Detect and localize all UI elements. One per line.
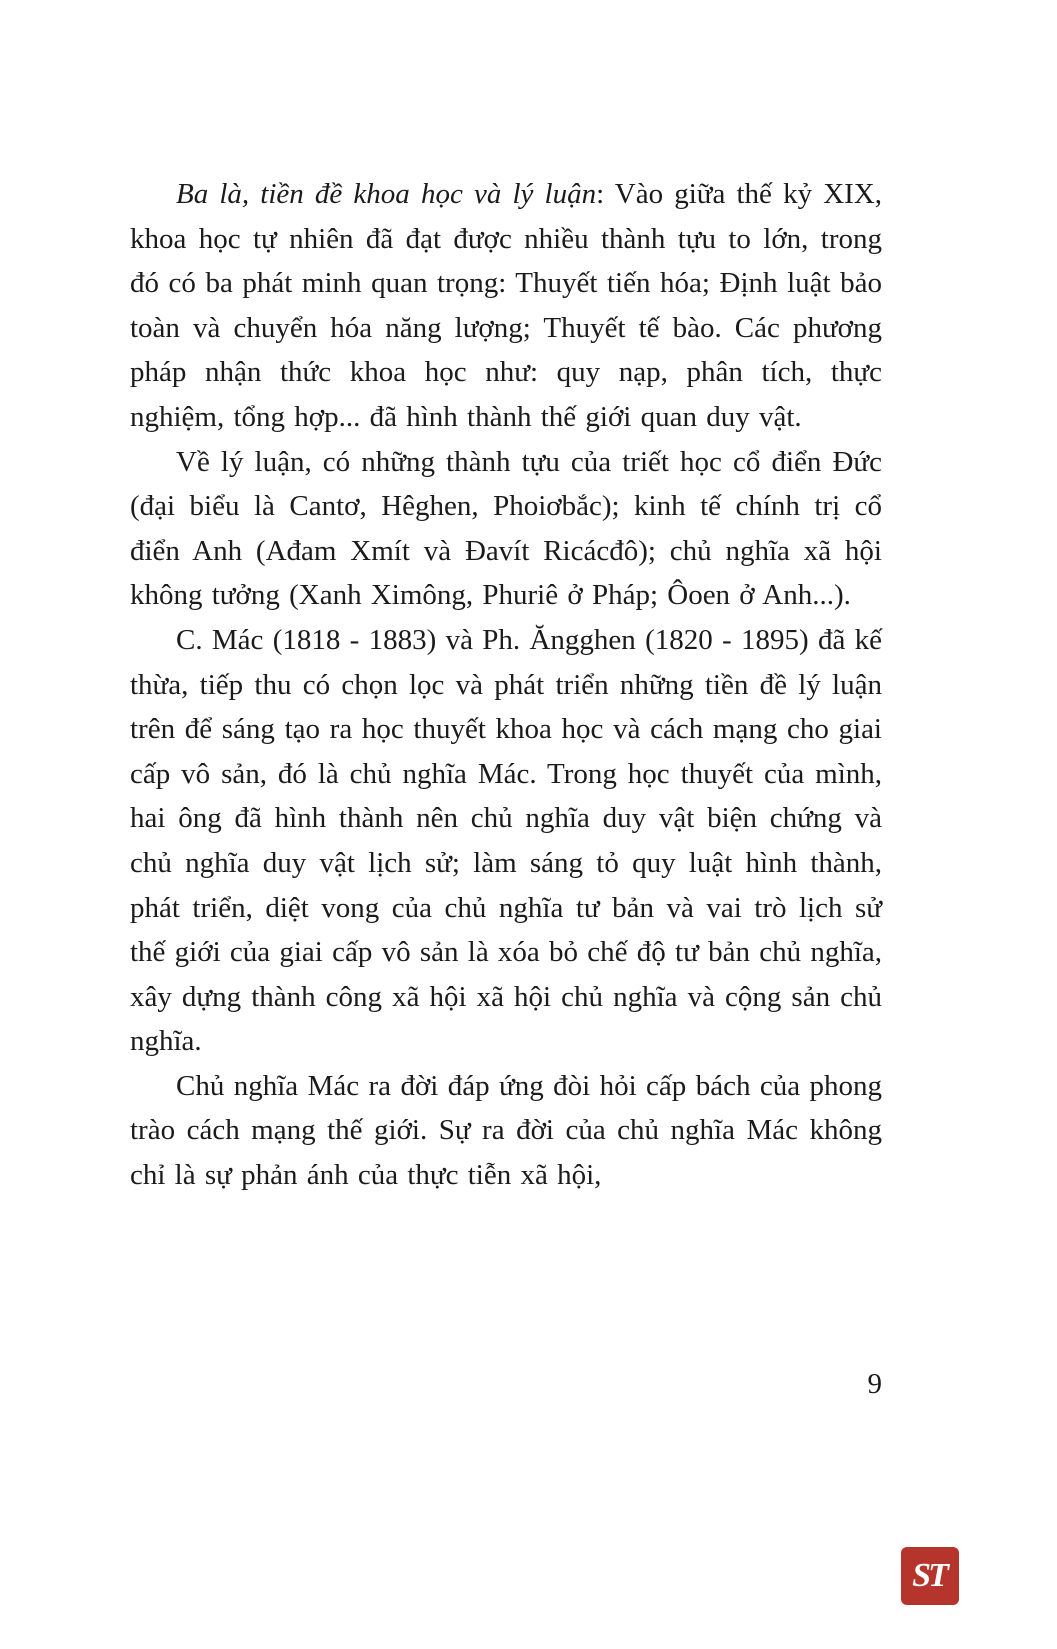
body-text [130, 172, 882, 1198]
page-number: 9 [867, 1368, 882, 1400]
paragraph-text: Chủ nghĩa Mác ra đời đáp ứng đòi hỏi cấp bách của phong trào cách mạng thế giới. Sự ra đời của chủ nghĩa Mác không chỉ là sự phản ánh của thực tiễn xã hội, [130, 1069, 882, 1192]
paragraph-text: : Vào giữa thế kỷ XIX, khoa học tự nhiên đã đạt được nhiều thành tựu to lớn, trong đó có ba phát minh quan trọng: Thuyết tiến hóa; Định luật bảo toàn và chuyển hóa năng lượng; Thuyết tế bào. Các phương pháp nhận thức khoa học như: quy nạp, phân tích, thực nghiệm, tổng hợp... đã hình thành thế giới quan duy vật. [130, 178, 883, 433]
paragraph-text: C. Mác (1818 - 1883) và Ph. Ăngghen (1820 - 1895) đã kế thừa, tiếp thu có chọn lọc và phát triển những tiền đề lý luận trên để sáng tạo ra học thuyết khoa học và cách mạng cho giai cấp vô sản, đó là chủ nghĩa Mác. Trong học thuyết của mình, hai ông đã hình thành nên chủ nghĩa duy vật biện chứng và chủ nghĩa duy vật lịch sử; làm sáng tỏ quy luật hình thành, phát triển, diệt vong của chủ nghĩa tư bản và vai trò lịch sử thế giới của giai cấp vô sản là xóa bỏ chế độ tư bản chủ nghĩa, xây dựng thành công xã hội xã hội chủ nghĩa và cộng sản chủ nghĩa. [130, 623, 882, 1058]
paragraph-lead-italic: Ba là, tiền đề khoa học và lý luận [176, 178, 597, 210]
paragraph-text: Về lý luận, có những thành tựu của triết học cổ điển Đức (đại biểu là Cantơ, Hêghen, Phoiơbắc); kinh tế chính trị cổ điển Anh (Ađam Xmít và Đavít Ricácđô); chủ nghĩa xã hội không tưởng (Xanh Ximông, Phuriê ở Pháp; Ôoen ở Anh...). [130, 445, 882, 612]
paragraph-2 [130, 440, 882, 618]
paragraph-4 [130, 1064, 882, 1198]
paragraph-3 [130, 618, 882, 1064]
paragraph-1 [130, 172, 882, 440]
publisher-logo-text: ST [912, 1557, 946, 1594]
publisher-logo [901, 1547, 959, 1605]
